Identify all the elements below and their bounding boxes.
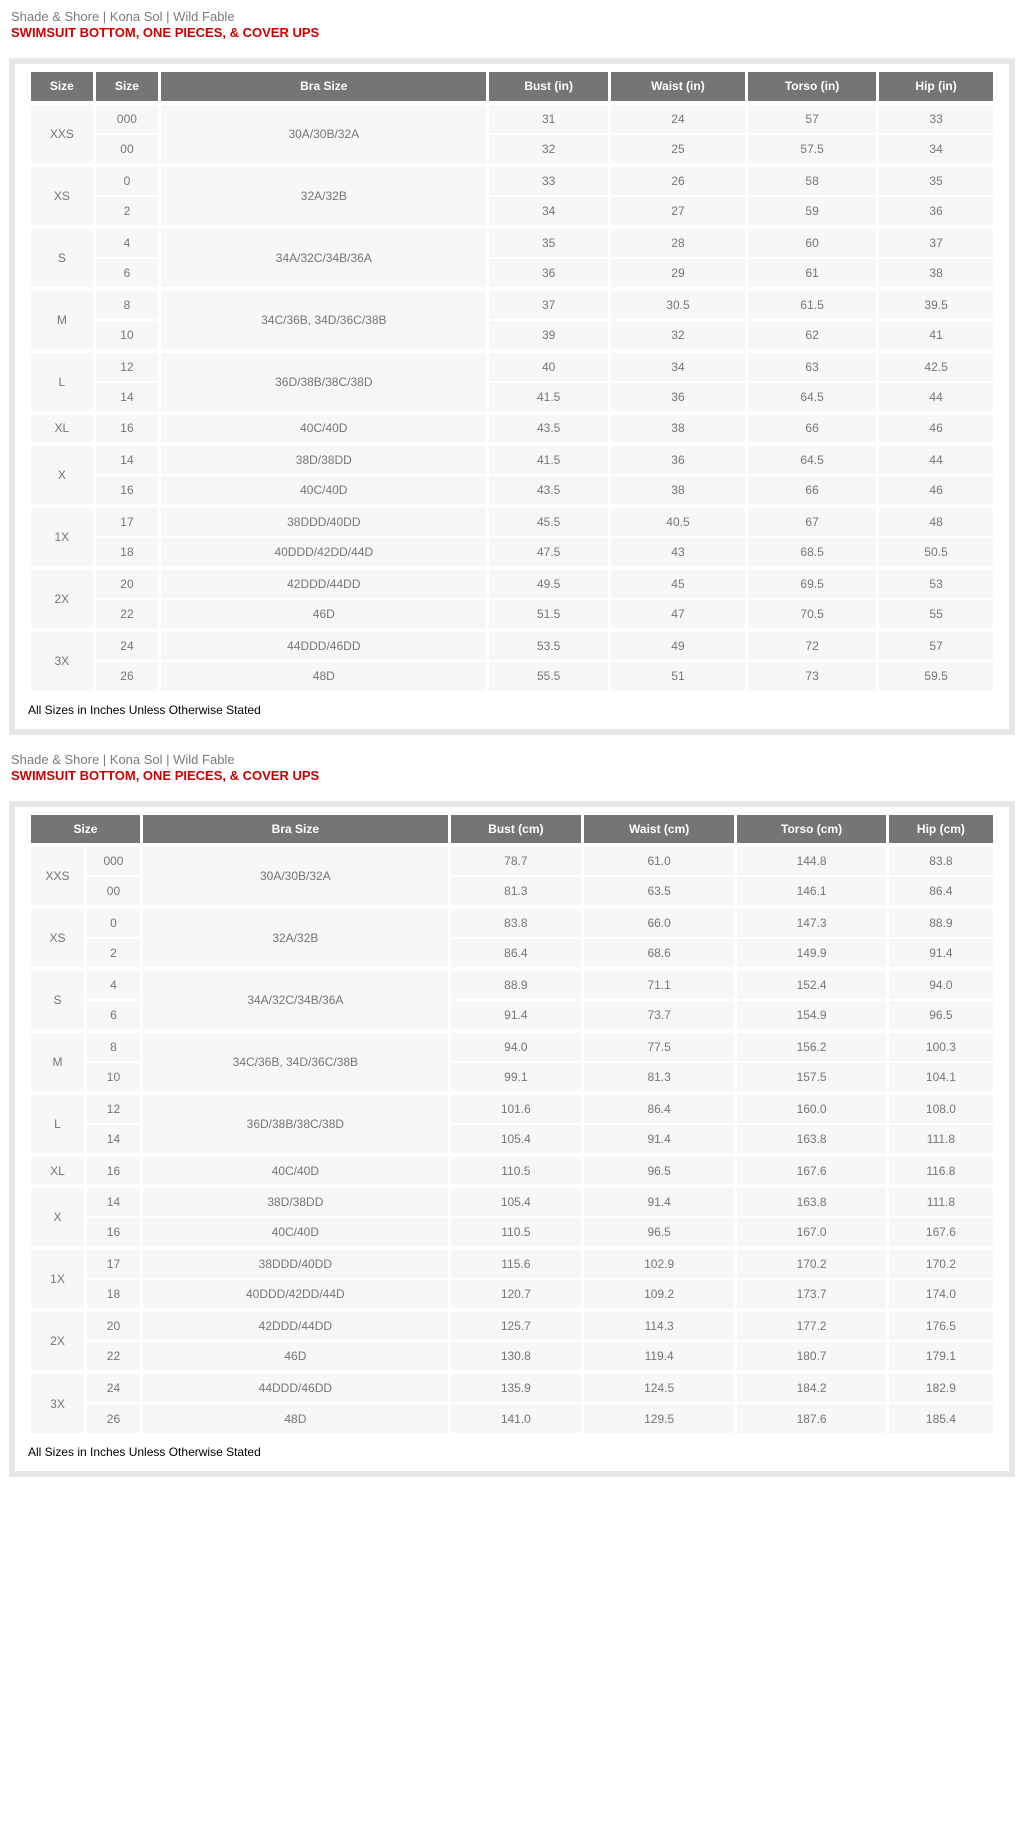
hip-cell: 116.8 <box>887 1155 994 1186</box>
torso-cell: 157.5 <box>736 1062 888 1093</box>
bust-cell: 78.7 <box>449 845 582 876</box>
torso-cell: 149.9 <box>736 938 888 969</box>
bra-size-cell: 38DDD/40DD <box>141 1248 449 1279</box>
size-chart-table-inches <box>28 69 996 693</box>
waist-cell: 73.7 <box>582 1000 735 1031</box>
torso-cell: 72 <box>746 630 877 661</box>
hip-cell: 59.5 <box>878 661 995 692</box>
column-header-hip-cm: Hip (cm) <box>887 813 994 845</box>
hip-cell: 86.4 <box>887 876 994 907</box>
size-row-s-4 <box>30 227 995 258</box>
waist-cell: 77.5 <box>582 1031 735 1062</box>
waist-cell: 102.9 <box>582 1248 735 1279</box>
torso-cell: 60 <box>746 227 877 258</box>
column-header-size: Size <box>94 71 160 103</box>
hip-cell: 57 <box>878 630 995 661</box>
numeric-size-cell: 10 <box>85 1062 141 1093</box>
page-title: SWIMSUIT BOTTOM, ONE PIECES, & COVER UPS <box>11 767 320 783</box>
size-group-cell: L <box>30 1093 86 1155</box>
numeric-size-cell: 24 <box>85 1372 141 1403</box>
numeric-size-cell: 18 <box>94 537 160 568</box>
bust-cell: 101.6 <box>449 1093 582 1124</box>
torso-cell: 180.7 <box>736 1341 888 1372</box>
size-row-2x-20 <box>30 568 995 599</box>
hip-cell: 100.3 <box>887 1031 994 1062</box>
column-header-size: Size <box>30 813 142 845</box>
waist-cell: 26 <box>609 165 746 196</box>
bust-cell: 86.4 <box>449 938 582 969</box>
bra-size-cell: 40C/40D <box>141 1155 449 1186</box>
numeric-size-cell: 12 <box>94 351 160 382</box>
column-header-bust-cm: Bust (cm) <box>449 813 582 845</box>
numeric-size-cell: 000 <box>85 845 141 876</box>
size-group-cell: M <box>30 289 95 351</box>
torso-cell: 146.1 <box>736 876 888 907</box>
numeric-size-cell: 24 <box>94 630 160 661</box>
size-row-xs-0 <box>30 907 995 938</box>
waist-cell: 114.3 <box>582 1310 735 1341</box>
size-chart-section-inches <box>0 9 1024 735</box>
bra-size-cell: 40DDD/42DD/44D <box>141 1279 449 1310</box>
numeric-size-cell: 6 <box>94 258 160 289</box>
bra-size-cell: 32A/32B <box>141 907 449 969</box>
bra-size-cell: 44DDD/46DD <box>160 630 488 661</box>
bust-cell: 141.0 <box>449 1403 582 1434</box>
size-row-2x-20 <box>30 1310 995 1341</box>
bust-cell: 36 <box>488 258 610 289</box>
size-row-xl-16 <box>30 413 995 444</box>
size-row-m-8 <box>30 289 995 320</box>
size-row-x-14 <box>30 1186 995 1217</box>
bra-size-cell: 38DDD/40DD <box>160 506 488 537</box>
waist-cell: 34 <box>609 351 746 382</box>
size-row-1x-18 <box>30 1279 995 1310</box>
bra-size-cell: 48D <box>141 1403 449 1434</box>
hip-cell: 167.6 <box>887 1217 994 1248</box>
size-row-l-12 <box>30 351 995 382</box>
bra-size-cell: 42DDD/44DD <box>141 1310 449 1341</box>
size-row-3x-26 <box>30 661 995 692</box>
bra-size-cell: 32A/32B <box>160 165 488 227</box>
bust-cell: 41.5 <box>488 444 610 475</box>
numeric-size-cell: 16 <box>94 475 160 506</box>
column-header-bra-size: Bra Size <box>141 813 449 845</box>
torso-cell: 67 <box>746 506 877 537</box>
hip-cell: 170.2 <box>887 1248 994 1279</box>
bra-size-cell: 34C/36B, 34D/36C/38B <box>141 1031 449 1093</box>
torso-cell: 61.5 <box>746 289 877 320</box>
hip-cell: 46 <box>878 475 995 506</box>
size-group-cell: 2X <box>30 568 95 630</box>
size-row-xs-0 <box>30 165 995 196</box>
torso-cell: 57 <box>746 103 877 134</box>
bust-cell: 120.7 <box>449 1279 582 1310</box>
bra-size-cell: 44DDD/46DD <box>141 1372 449 1403</box>
hip-cell: 37 <box>878 227 995 258</box>
hip-cell: 176.5 <box>887 1310 994 1341</box>
waist-cell: 71.1 <box>582 969 735 1000</box>
hip-cell: 111.8 <box>887 1186 994 1217</box>
hip-cell: 88.9 <box>887 907 994 938</box>
torso-cell: 64.5 <box>746 382 877 413</box>
torso-cell: 147.3 <box>736 907 888 938</box>
hip-cell: 179.1 <box>887 1341 994 1372</box>
numeric-size-cell: 2 <box>85 938 141 969</box>
hip-cell: 53 <box>878 568 995 599</box>
size-group-cell: 1X <box>30 506 95 568</box>
numeric-size-cell: 4 <box>94 227 160 258</box>
bust-cell: 99.1 <box>449 1062 582 1093</box>
waist-cell: 96.5 <box>582 1217 735 1248</box>
torso-cell: 167.0 <box>736 1217 888 1248</box>
bra-size-cell: 30A/30B/32A <box>141 845 449 907</box>
bust-cell: 88.9 <box>449 969 582 1000</box>
torso-cell: 73 <box>746 661 877 692</box>
column-header-torso-cm: Torso (cm) <box>736 813 888 845</box>
size-group-cell: 2X <box>30 1310 86 1372</box>
waist-cell: 109.2 <box>582 1279 735 1310</box>
hip-cell: 185.4 <box>887 1403 994 1434</box>
bust-cell: 37 <box>488 289 610 320</box>
numeric-size-cell: 2 <box>94 196 160 227</box>
torso-cell: 170.2 <box>736 1248 888 1279</box>
bust-cell: 110.5 <box>449 1217 582 1248</box>
page-title: SWIMSUIT BOTTOM, ONE PIECES, & COVER UPS <box>11 25 320 40</box>
hip-cell: 83.8 <box>887 845 994 876</box>
bust-cell: 91.4 <box>449 1000 582 1031</box>
hip-cell: 111.8 <box>887 1124 994 1155</box>
waist-cell: 63.5 <box>582 876 735 907</box>
bust-cell: 43.5 <box>488 413 610 444</box>
waist-cell: 86.4 <box>582 1093 735 1124</box>
size-chart-section-cm <box>0 752 1024 1478</box>
bra-size-cell: 42DDD/44DD <box>160 568 488 599</box>
bra-size-cell: 40C/40D <box>160 413 488 444</box>
size-group-cell: XL <box>30 413 95 444</box>
torso-cell: 61 <box>746 258 877 289</box>
numeric-size-cell: 26 <box>85 1403 141 1434</box>
waist-cell: 30.5 <box>609 289 746 320</box>
bust-cell: 45.5 <box>488 506 610 537</box>
numeric-size-cell: 17 <box>85 1248 141 1279</box>
bust-cell: 35 <box>488 227 610 258</box>
torso-cell: 57.5 <box>746 134 877 165</box>
waist-cell: 91.4 <box>582 1124 735 1155</box>
numeric-size-cell: 14 <box>94 444 160 475</box>
waist-cell: 47 <box>609 599 746 630</box>
size-row-2x-22 <box>30 599 995 630</box>
numeric-size-cell: 8 <box>94 289 160 320</box>
torso-cell: 70.5 <box>746 599 877 630</box>
waist-cell: 91.4 <box>582 1186 735 1217</box>
numeric-size-cell: 0 <box>94 165 160 196</box>
waist-cell: 38 <box>609 413 746 444</box>
numeric-size-cell: 14 <box>94 382 160 413</box>
size-group-cell: S <box>30 969 86 1031</box>
hip-cell: 46 <box>878 413 995 444</box>
numeric-size-cell: 20 <box>85 1310 141 1341</box>
numeric-size-cell: 16 <box>85 1155 141 1186</box>
numeric-size-cell: 8 <box>85 1031 141 1062</box>
size-row-3x-24 <box>30 1372 995 1403</box>
waist-cell: 43 <box>609 537 746 568</box>
torso-cell: 144.8 <box>736 845 888 876</box>
numeric-size-cell: 12 <box>85 1093 141 1124</box>
size-row-xxs-000 <box>30 845 995 876</box>
numeric-size-cell: 20 <box>94 568 160 599</box>
brand-breadcrumb: Shade & Shore | Kona Sol | Wild Fable <box>11 9 235 24</box>
torso-cell: 154.9 <box>736 1000 888 1031</box>
size-group-cell: X <box>30 1186 86 1248</box>
bra-size-cell: 38D/38DD <box>160 444 488 475</box>
size-row-x-16 <box>30 475 995 506</box>
numeric-size-cell: 4 <box>85 969 141 1000</box>
torso-cell: 156.2 <box>736 1031 888 1062</box>
bust-cell: 32 <box>488 134 610 165</box>
torso-cell: 177.2 <box>736 1310 888 1341</box>
size-group-cell: XS <box>30 907 86 969</box>
numeric-size-cell: 10 <box>94 320 160 351</box>
column-header-waist-cm: Waist (cm) <box>582 813 735 845</box>
torso-cell: 167.6 <box>736 1155 888 1186</box>
hip-cell: 182.9 <box>887 1372 994 1403</box>
torso-cell: 63 <box>746 351 877 382</box>
numeric-size-cell: 18 <box>85 1279 141 1310</box>
bra-size-cell: 34A/32C/34B/36A <box>160 227 488 289</box>
size-chart-card-cm <box>15 807 1009 1472</box>
size-row-x-14 <box>30 444 995 475</box>
hip-cell: 44 <box>878 444 995 475</box>
waist-cell: 27 <box>609 196 746 227</box>
footnote: All Sizes in Inches Unless Otherwise Stated <box>28 702 261 717</box>
numeric-size-cell: 00 <box>94 134 160 165</box>
torso-cell: 64.5 <box>746 444 877 475</box>
torso-cell: 58 <box>746 165 877 196</box>
bust-cell: 83.8 <box>449 907 582 938</box>
bust-cell: 43.5 <box>488 475 610 506</box>
bra-size-cell: 48D <box>160 661 488 692</box>
size-group-cell: M <box>30 1031 86 1093</box>
bra-size-cell: 34C/36B, 34D/36C/38B <box>160 289 488 351</box>
bust-cell: 49.5 <box>488 568 610 599</box>
size-chart-table-cm <box>28 812 996 1436</box>
size-row-1x-18 <box>30 537 995 568</box>
header-row <box>30 71 995 103</box>
waist-cell: 61.0 <box>582 845 735 876</box>
column-header-hip-in: Hip (in) <box>878 71 995 103</box>
bust-cell: 110.5 <box>449 1155 582 1186</box>
size-row-m-8 <box>30 1031 995 1062</box>
hip-cell: 34 <box>878 134 995 165</box>
torso-cell: 184.2 <box>736 1372 888 1403</box>
hip-cell: 50.5 <box>878 537 995 568</box>
torso-cell: 69.5 <box>746 568 877 599</box>
numeric-size-cell: 000 <box>94 103 160 134</box>
size-group-cell: L <box>30 351 95 413</box>
size-row-1x-17 <box>30 1248 995 1279</box>
bust-cell: 94.0 <box>449 1031 582 1062</box>
size-group-cell: XL <box>30 1155 86 1186</box>
hip-cell: 33 <box>878 103 995 134</box>
numeric-size-cell: 17 <box>94 506 160 537</box>
torso-cell: 163.8 <box>736 1186 888 1217</box>
size-chart-panel-inches <box>9 58 1015 735</box>
torso-cell: 66 <box>746 475 877 506</box>
hip-cell: 94.0 <box>887 969 994 1000</box>
bust-cell: 81.3 <box>449 876 582 907</box>
bust-cell: 125.7 <box>449 1310 582 1341</box>
bra-size-cell: 40C/40D <box>141 1217 449 1248</box>
waist-cell: 68.6 <box>582 938 735 969</box>
hip-cell: 174.0 <box>887 1279 994 1310</box>
waist-cell: 129.5 <box>582 1403 735 1434</box>
size-group-cell: XXS <box>30 845 86 907</box>
bra-size-cell: 46D <box>141 1341 449 1372</box>
hip-cell: 96.5 <box>887 1000 994 1031</box>
waist-cell: 119.4 <box>582 1341 735 1372</box>
torso-cell: 173.7 <box>736 1279 888 1310</box>
size-row-3x-24 <box>30 630 995 661</box>
torso-cell: 59 <box>746 196 877 227</box>
waist-cell: 51 <box>609 661 746 692</box>
bust-cell: 55.5 <box>488 661 610 692</box>
column-header-waist-in: Waist (in) <box>609 71 746 103</box>
numeric-size-cell: 22 <box>85 1341 141 1372</box>
waist-cell: 29 <box>609 258 746 289</box>
numeric-size-cell: 6 <box>85 1000 141 1031</box>
header-row <box>30 813 995 845</box>
size-row-l-12 <box>30 1093 995 1124</box>
torso-cell: 163.8 <box>736 1124 888 1155</box>
bra-size-cell: 36D/38B/38C/38D <box>160 351 488 413</box>
size-chart-card-inches <box>15 64 1009 729</box>
footnote: All Sizes in Inches Unless Otherwise Stated <box>28 1445 261 1459</box>
waist-cell: 38 <box>609 475 746 506</box>
size-group-cell: X <box>30 444 95 506</box>
hip-cell: 44 <box>878 382 995 413</box>
hip-cell: 39.5 <box>878 289 995 320</box>
hip-cell: 35 <box>878 165 995 196</box>
bra-size-cell: 38D/38DD <box>141 1186 449 1217</box>
waist-cell: 124.5 <box>582 1372 735 1403</box>
bust-cell: 53.5 <box>488 630 610 661</box>
hip-cell: 55 <box>878 599 995 630</box>
numeric-size-cell: 16 <box>85 1217 141 1248</box>
size-row-xxs-000 <box>30 103 995 134</box>
bust-cell: 135.9 <box>449 1372 582 1403</box>
torso-cell: 187.6 <box>736 1403 888 1434</box>
bra-size-cell: 46D <box>160 599 488 630</box>
numeric-size-cell: 14 <box>85 1186 141 1217</box>
waist-cell: 28 <box>609 227 746 258</box>
hip-cell: 36 <box>878 196 995 227</box>
hip-cell: 38 <box>878 258 995 289</box>
size-group-cell: 1X <box>30 1248 86 1310</box>
brand-breadcrumb: Shade & Shore | Kona Sol | Wild Fable <box>11 751 235 767</box>
hip-cell: 108.0 <box>887 1093 994 1124</box>
torso-cell: 66 <box>746 413 877 444</box>
torso-cell: 152.4 <box>736 969 888 1000</box>
size-row-xl-16 <box>30 1155 995 1186</box>
size-row-1x-17 <box>30 506 995 537</box>
bra-size-cell: 34A/32C/34B/36A <box>141 969 449 1031</box>
hip-cell: 42.5 <box>878 351 995 382</box>
waist-cell: 45 <box>609 568 746 599</box>
bust-cell: 39 <box>488 320 610 351</box>
column-header-size: Size <box>30 71 95 103</box>
numeric-size-cell: 0 <box>85 907 141 938</box>
size-row-s-4 <box>30 969 995 1000</box>
torso-cell: 68.5 <box>746 537 877 568</box>
bust-cell: 34 <box>488 196 610 227</box>
size-group-cell: XS <box>30 165 95 227</box>
bra-size-cell: 36D/38B/38C/38D <box>141 1093 449 1155</box>
hip-cell: 48 <box>878 506 995 537</box>
bra-size-cell: 30A/30B/32A <box>160 103 488 165</box>
waist-cell: 96.5 <box>582 1155 735 1186</box>
size-group-cell: XXS <box>30 103 95 165</box>
bust-cell: 41.5 <box>488 382 610 413</box>
bust-cell: 33 <box>488 165 610 196</box>
numeric-size-cell: 16 <box>94 413 160 444</box>
waist-cell: 36 <box>609 444 746 475</box>
numeric-size-cell: 00 <box>85 876 141 907</box>
size-group-cell: S <box>30 227 95 289</box>
waist-cell: 24 <box>609 103 746 134</box>
size-chart-panel-cm <box>9 801 1015 1478</box>
bust-cell: 130.8 <box>449 1341 582 1372</box>
numeric-size-cell: 26 <box>94 661 160 692</box>
size-row-3x-26 <box>30 1403 995 1434</box>
bust-cell: 105.4 <box>449 1124 582 1155</box>
size-group-cell: 3X <box>30 1372 86 1434</box>
bra-size-cell: 40DDD/42DD/44D <box>160 537 488 568</box>
numeric-size-cell: 22 <box>94 599 160 630</box>
waist-cell: 32 <box>609 320 746 351</box>
waist-cell: 66.0 <box>582 907 735 938</box>
torso-cell: 62 <box>746 320 877 351</box>
bust-cell: 31 <box>488 103 610 134</box>
column-header-bust-in: Bust (in) <box>488 71 610 103</box>
column-header-bra-size: Bra Size <box>160 71 488 103</box>
bust-cell: 115.6 <box>449 1248 582 1279</box>
waist-cell: 49 <box>609 630 746 661</box>
bust-cell: 105.4 <box>449 1186 582 1217</box>
bra-size-cell: 40C/40D <box>160 475 488 506</box>
hip-cell: 41 <box>878 320 995 351</box>
waist-cell: 25 <box>609 134 746 165</box>
hip-cell: 91.4 <box>887 938 994 969</box>
size-row-2x-22 <box>30 1341 995 1372</box>
numeric-size-cell: 14 <box>85 1124 141 1155</box>
column-header-torso-in: Torso (in) <box>746 71 877 103</box>
size-group-cell: 3X <box>30 630 95 692</box>
waist-cell: 40.5 <box>609 506 746 537</box>
torso-cell: 160.0 <box>736 1093 888 1124</box>
waist-cell: 36 <box>609 382 746 413</box>
bust-cell: 40 <box>488 351 610 382</box>
size-row-x-16 <box>30 1217 995 1248</box>
bust-cell: 47.5 <box>488 537 610 568</box>
hip-cell: 104.1 <box>887 1062 994 1093</box>
bust-cell: 51.5 <box>488 599 610 630</box>
waist-cell: 81.3 <box>582 1062 735 1093</box>
